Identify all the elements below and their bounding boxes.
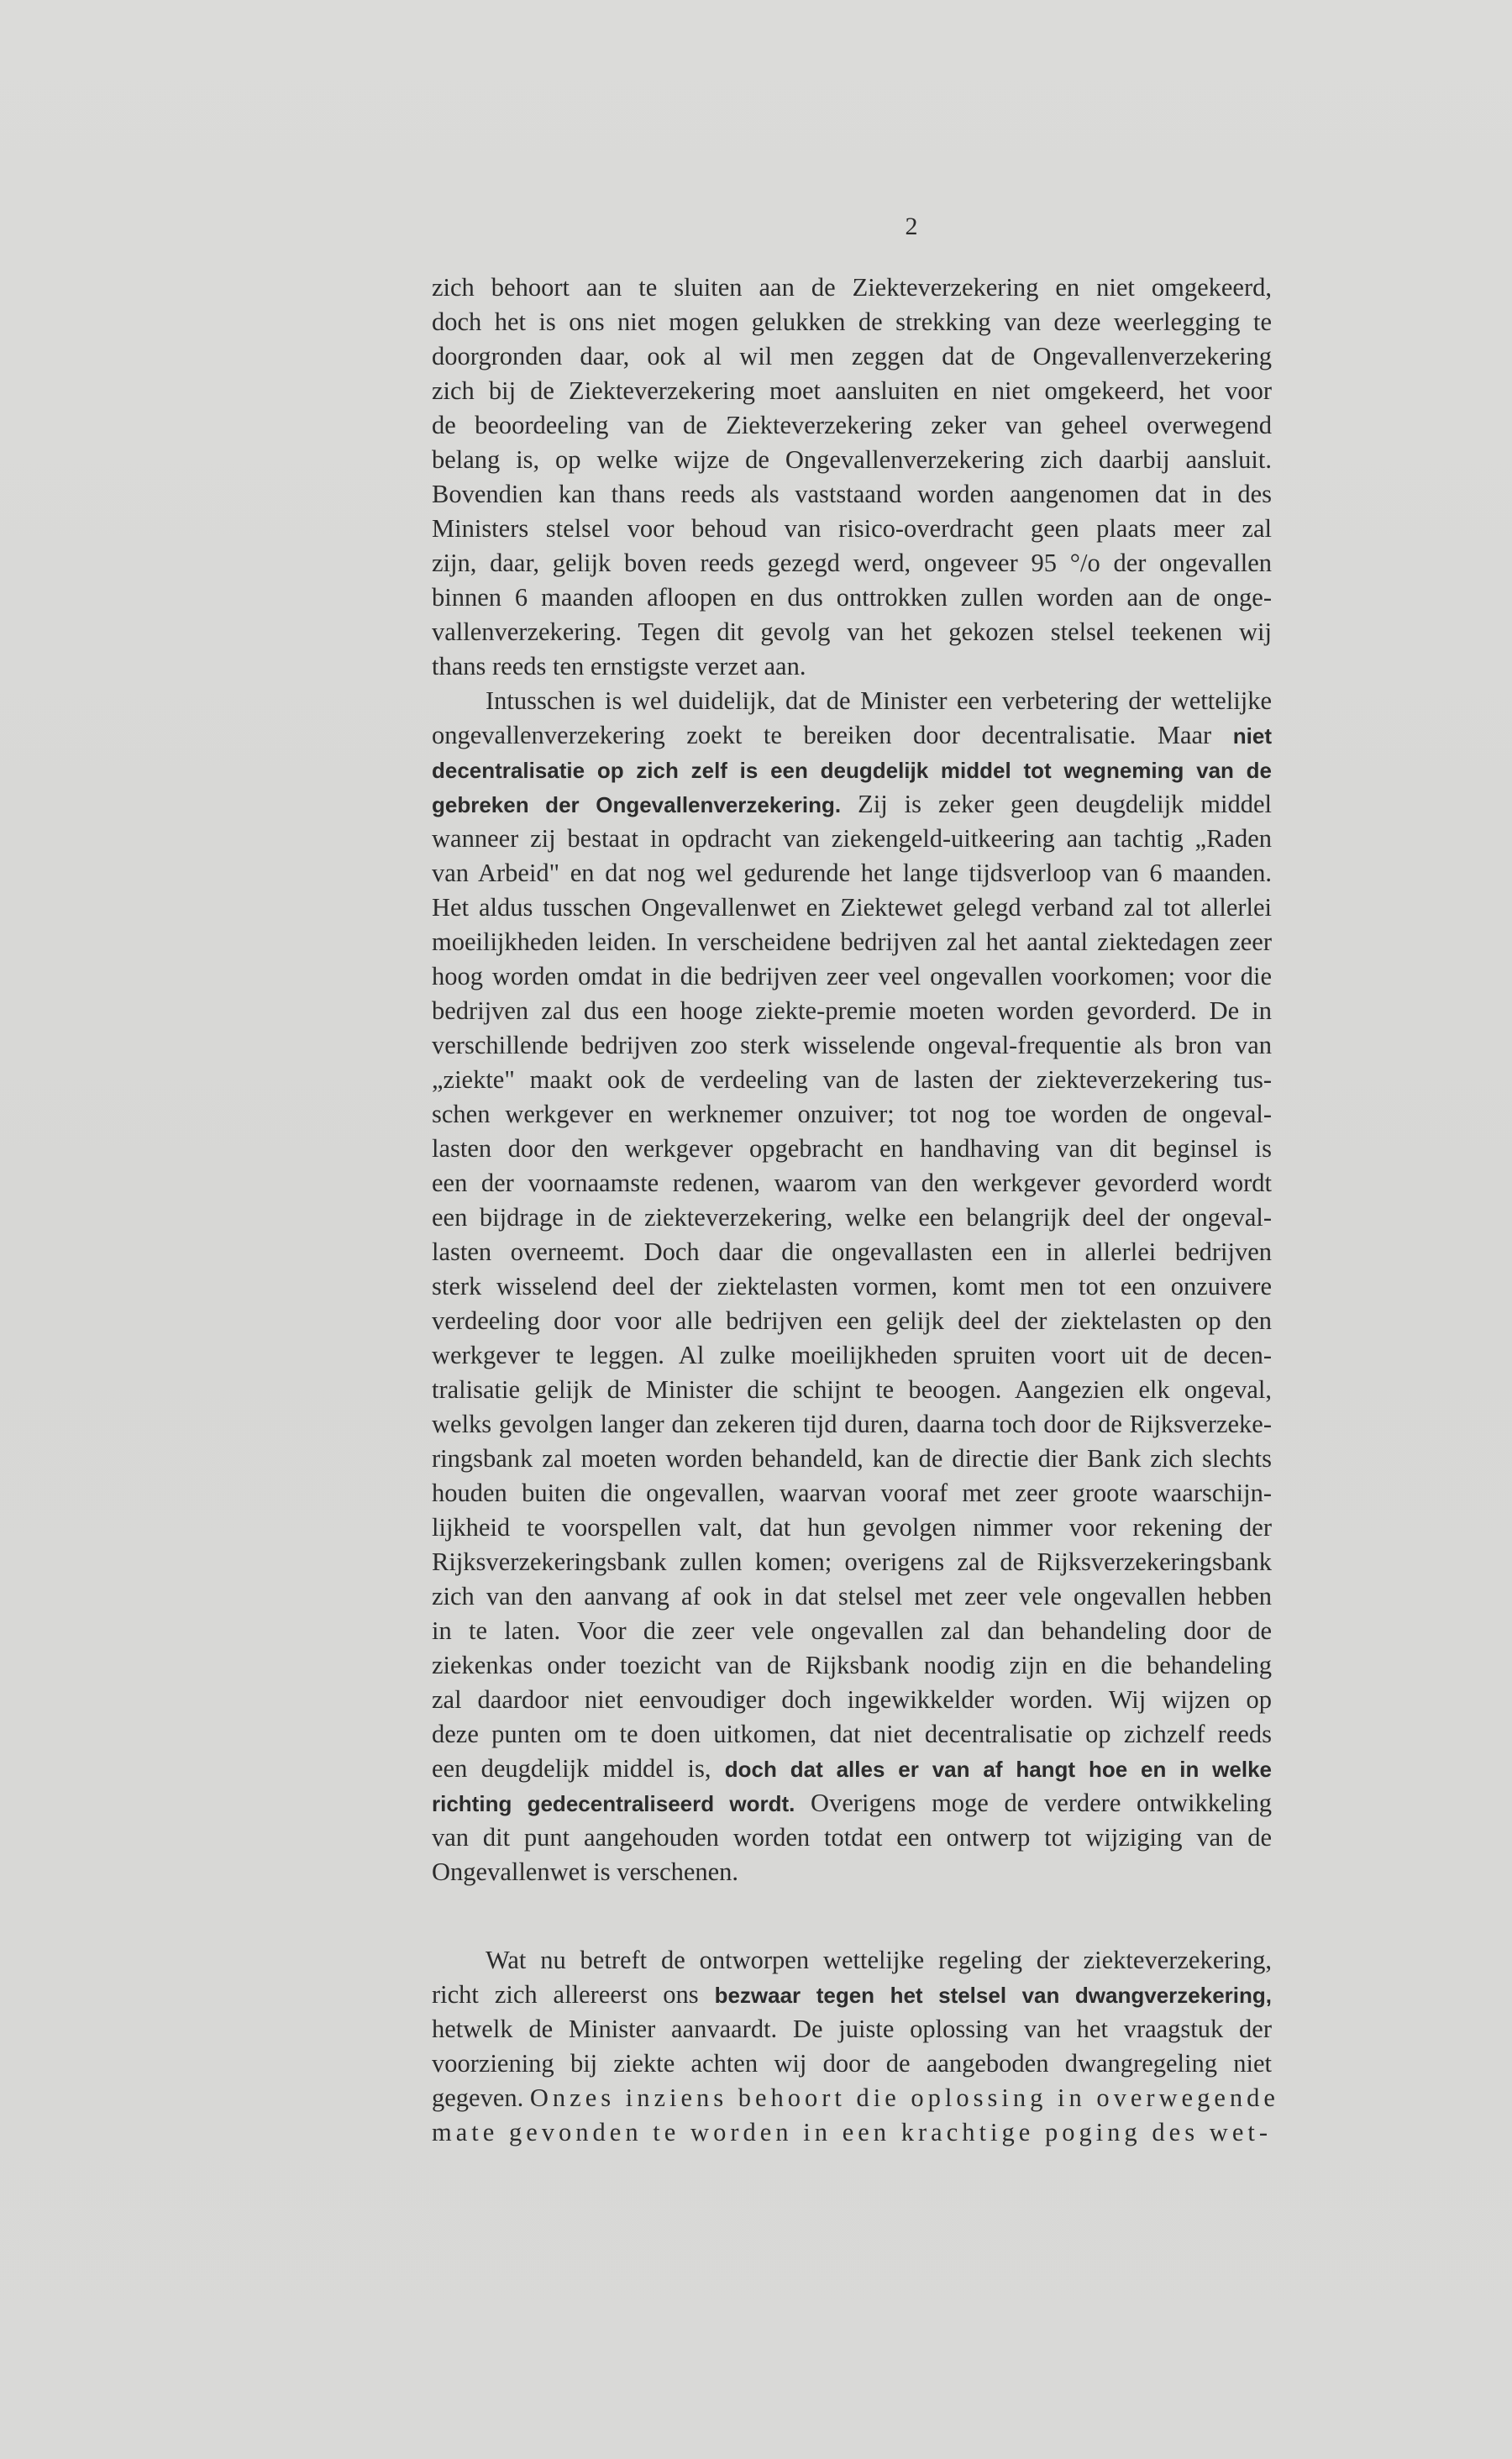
line-text: ongevallenverzekering zoekt te bereiken door decentralisatie. Maar — [432, 721, 1233, 749]
line-text: doch het is ons niet mogen gelukken de strekking van deze weerlegging te — [432, 307, 1272, 336]
line-text: richt zich allereerst ons — [432, 1980, 715, 2009]
line-text: vallenverzekering. Tegen dit gevolg van het gekozen stelsel teekenen wij — [432, 617, 1272, 646]
text-line — [432, 1717, 1272, 1752]
spaced-text: Onzes inziens behoort die oplossing in overwegende — [529, 2083, 1279, 2112]
line-text: Bovendien kan thans reeds als vaststaand worden aangenomen dat in des — [432, 480, 1272, 508]
text-line — [432, 1752, 1272, 1786]
text-line — [432, 925, 1272, 959]
text-line — [432, 1097, 1272, 1132]
line-text: de beoordeeling van de Ziekteverzekering zeker van geheel overwegend — [432, 411, 1272, 439]
line-text: sterk wisselend deel der ziektelasten vormen, komt men tot een onzuivere — [432, 1272, 1272, 1300]
line-text: moeilijkheden leiden. In verscheidene bedrijven zal het aantal ziektedagen zeer — [432, 927, 1272, 956]
line-text: Zij is zeker geen deugdelijk middel — [841, 790, 1272, 818]
line-text: hetwelk de Minister aanvaardt. De juiste oplossing van het vraagstuk der — [432, 2015, 1272, 2043]
text-line — [432, 649, 1272, 684]
line-text: welks gevolgen langer dan zekeren tijd duren, daarna toch door de Rijksverzeke- — [432, 1410, 1272, 1438]
text-line — [432, 1304, 1272, 1338]
line-text: ziekenkas onder toezicht van de Rijksbank noodig zijn en die behandeling — [432, 1651, 1272, 1679]
line-text: verschillende bedrijven zoo sterk wisselende ongeval-frequentie als bron van — [432, 1031, 1272, 1059]
line-text: thans reeds ten ernstigste verzet aan. — [432, 652, 806, 680]
text-line — [432, 1683, 1272, 1717]
text-line — [432, 2115, 1272, 2150]
text-line — [432, 891, 1272, 925]
text-line — [432, 2012, 1272, 2047]
line-text: hoog worden omdat in die bedrijven zeer veel ongevallen voorkomen; voor die — [432, 962, 1272, 990]
paragraph-1 — [432, 271, 1272, 684]
line-text: tralisatie gelijk de Minister die schijnt te beoogen. Aangezien elk ongeval, — [432, 1375, 1272, 1404]
text-line — [432, 994, 1272, 1028]
line-text: lasten door den werkgever opgebracht en handhaving van dit beginsel is — [432, 1134, 1272, 1163]
emphasized-text: doch dat alles er van af hangt hoe en in welke — [724, 1757, 1273, 1782]
text-line — [432, 1855, 1272, 1889]
line-text: binnen 6 maanden afloopen en dus onttrokken zullen worden aan de onge- — [432, 583, 1272, 612]
line-text: van dit punt aangehouden worden totdat een ontwerp tot wijziging van de — [432, 1823, 1272, 1852]
text-line — [432, 822, 1272, 856]
text-line — [432, 1614, 1272, 1648]
text-line — [432, 1373, 1272, 1407]
text-line — [432, 271, 1272, 305]
text-line — [432, 477, 1272, 512]
text-line — [432, 546, 1272, 581]
line-text: zal daardoor niet eenvoudiger doch ingewikkelder worden. Wij wijzen op — [432, 1685, 1272, 1714]
text-line — [432, 1201, 1272, 1235]
text-line — [432, 1978, 1272, 2012]
line-text: zich van den aanvang af ook in dat stelsel met zeer vele ongevallen hebben — [432, 1582, 1272, 1610]
text-line — [432, 374, 1272, 408]
emphasized-text: gebreken der Ongevallenverzekering. — [432, 792, 842, 817]
line-text: Het aldus tusschen Ongevallenwet en Ziektewet gelegd verband zal tot allerlei — [432, 893, 1272, 922]
line-text: van Arbeid" en dat nog wel gedurende het lange tijdsverloop van 6 maanden. — [432, 859, 1272, 887]
line-text: Intusschen is wel duidelijk, dat de Minister een verbetering der wettelijke — [486, 686, 1272, 715]
paragraph-2 — [432, 684, 1272, 1889]
text-body-lower — [432, 1943, 1279, 2150]
line-text: in te laten. Voor die zeer vele ongevallen zal dan behandeling door de — [432, 1616, 1272, 1645]
text-line — [432, 1648, 1272, 1683]
text-line — [432, 1063, 1272, 1097]
text-line — [432, 684, 1272, 718]
text-line — [432, 581, 1272, 615]
line-text: een bijdrage in de ziekteverzekering, welke een belangrijk deel der ongeval- — [432, 1203, 1272, 1232]
line-text: zich bij de Ziekteverzekering moet aansluiten en niet omgekeerd, het voor — [432, 376, 1272, 405]
text-line — [432, 1579, 1272, 1614]
line-text: „ziekte" maakt ook de verdeeling van de lasten der ziekteverzekering tus- — [432, 1065, 1272, 1094]
line-text: een der voornaamste redenen, waarom van den werkgever gevorderd wordt — [432, 1169, 1272, 1197]
line-text: ringsbank zal moeten worden behandeld, kan de directie dier Bank zich slechts — [432, 1444, 1272, 1473]
emphasized-text: niet — [1232, 723, 1272, 749]
text-line — [432, 1407, 1272, 1442]
emphasized-text: bezwaar tegen het stelsel van dwangverzekering, — [714, 1983, 1272, 2008]
text-line — [432, 1235, 1272, 1269]
text-line — [432, 1511, 1272, 1545]
text-line — [432, 443, 1272, 477]
line-text: Wat nu betreft de ontworpen wettelijke regeling der ziekteverzekering, — [486, 1946, 1272, 1974]
line-text: gegeven. — [432, 2083, 530, 2112]
text-line — [432, 1028, 1272, 1063]
text-line — [432, 408, 1272, 443]
text-line — [432, 1442, 1272, 1476]
text-line — [432, 1166, 1272, 1201]
spaced-text: mate gevonden te worden in een krachtige poging des wet- — [432, 2118, 1272, 2146]
text-line — [432, 2081, 1279, 2115]
emphasized-text: decentralisatie op zich zelf is een deugdelijk middel tot wegneming van de — [432, 758, 1272, 783]
text-line — [432, 1786, 1272, 1821]
text-line — [432, 1476, 1272, 1511]
text-line — [432, 959, 1272, 994]
text-line — [432, 1821, 1272, 1855]
text-line — [432, 339, 1272, 374]
text-line — [432, 1269, 1272, 1304]
text-line — [432, 1338, 1272, 1373]
text-line — [432, 1132, 1272, 1166]
line-text: Overigens moge de verdere ontwikkeling — [795, 1789, 1272, 1817]
paragraph-3 — [432, 1943, 1279, 2150]
line-text: Rijksverzekeringsbank zullen komen; overigens zal de Rijksverzekeringsbank — [432, 1547, 1272, 1576]
text-line — [432, 753, 1272, 787]
text-line — [432, 718, 1272, 753]
line-text: voorziening bij ziekte achten wij door de aangeboden dwangregeling niet — [432, 2049, 1272, 2078]
page-number: 2 — [905, 213, 918, 240]
text-line — [432, 1545, 1272, 1579]
line-text: bedrijven zal dus een hooge ziekte-premie moeten worden gevorderd. De in — [432, 996, 1272, 1025]
line-text: lasten overneemt. Doch daar die ongevallasten een in allerlei bedrijven — [432, 1237, 1272, 1266]
line-text: zich behoort aan te sluiten aan de Ziekteverzekering en niet omgekeerd, — [432, 273, 1272, 302]
text-line — [432, 1943, 1272, 1978]
line-text: doorgronden daar, ook al wil men zeggen dat de Ongevallenverzekering — [432, 342, 1272, 370]
text-body-upper — [432, 271, 1272, 1889]
line-text: belang is, op welke wijze de Ongevallenverzekering zich daarbij aansluit. — [432, 445, 1272, 474]
text-line — [432, 856, 1272, 891]
line-text: wanneer zij bestaat in opdracht van ziekengeld-uitkeering aan tachtig „Raden — [432, 824, 1272, 853]
text-line — [432, 512, 1272, 546]
line-text: werkgever te leggen. Al zulke moeilijkheden spruiten voort uit de decen- — [432, 1341, 1272, 1369]
line-text: zijn, daar, gelijk boven reeds gezegd werd, ongeveer 95 °/o der ongevallen — [432, 549, 1272, 577]
line-text: verdeeling door voor alle bedrijven een gelijk deel der ziektelasten op den — [432, 1306, 1272, 1335]
text-line — [432, 305, 1272, 339]
line-text: Ministers stelsel voor behoud van risico-overdracht geen plaats meer zal — [432, 514, 1272, 543]
text-line — [432, 2047, 1272, 2081]
text-line — [432, 787, 1272, 822]
line-text: een deugdelijk middel is, — [432, 1754, 725, 1783]
emphasized-text: richting gedecentraliseerd wordt. — [432, 1791, 795, 1816]
line-text: Ongevallenwet is verschenen. — [432, 1857, 739, 1886]
line-text: houden buiten die ongevallen, waarvan vooraf met zeer groote waarschijn- — [432, 1479, 1272, 1507]
line-text: deze punten om te doen uitkomen, dat niet decentralisatie op zichzelf reeds — [432, 1720, 1272, 1748]
line-text: schen werkgever en werknemer onzuiver; tot nog toe worden de ongeval- — [432, 1100, 1272, 1128]
text-line — [432, 615, 1272, 649]
line-text: lijkheid te voorspellen valt, dat hun gevolgen nimmer voor rekening der — [432, 1513, 1272, 1542]
